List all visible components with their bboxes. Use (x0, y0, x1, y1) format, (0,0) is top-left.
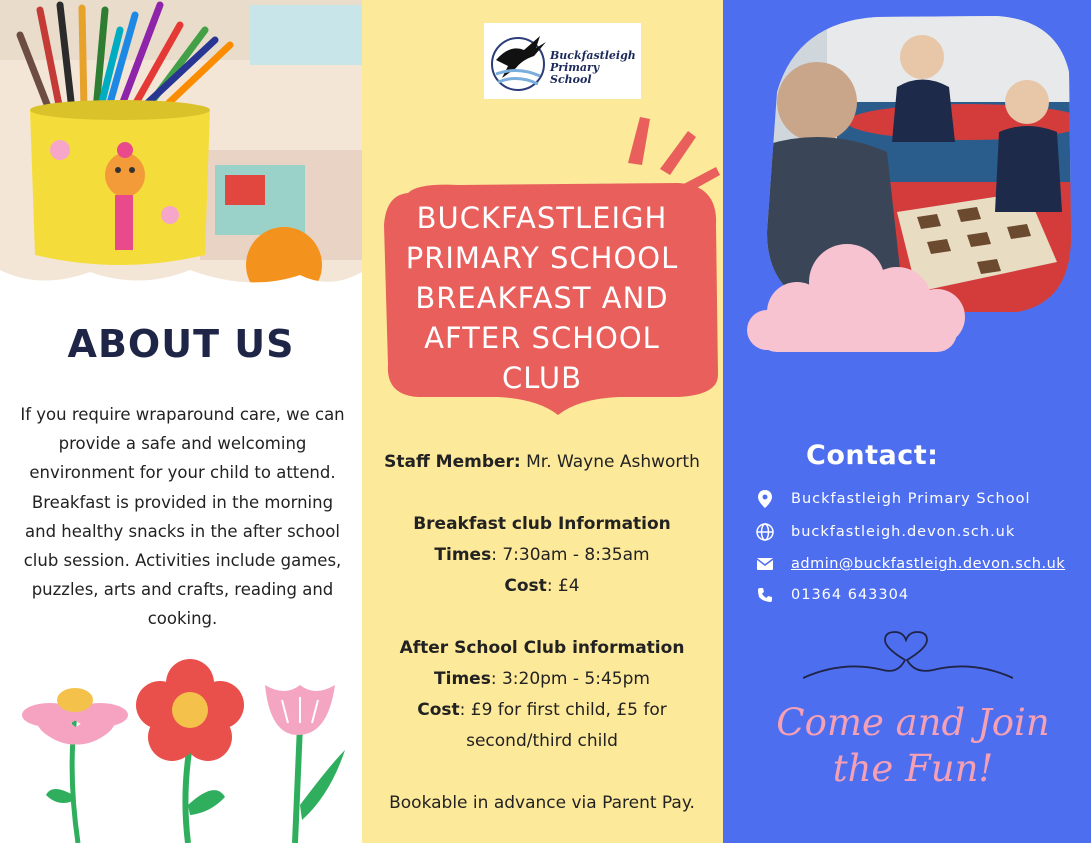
after-school-cost-label: Cost (417, 700, 460, 720)
logo-wordmark (550, 50, 641, 86)
contact-address (755, 489, 1031, 509)
title-line-3: BREAKFAST AND (415, 281, 669, 315)
title-line-1: BUCKFASTLEIGH (416, 201, 668, 235)
mail-icon (755, 554, 775, 574)
breakfast-times-value: : 7:30am - 8:35am (491, 545, 650, 565)
staff-value: Mr. Wayne Ashworth (520, 452, 700, 472)
page-title (392, 198, 692, 398)
contact-panel (723, 0, 1091, 843)
booking-note: Bookable in advance via Parent Pay. (389, 793, 695, 813)
after-school-heading (372, 633, 712, 664)
staff-label: Staff Member: (384, 452, 521, 472)
about-title: ABOUT US (67, 322, 295, 366)
call-to-action (763, 700, 1063, 792)
contact-website[interactable] (755, 522, 1015, 542)
after-school-heading-text: After School Club information (399, 638, 685, 658)
after-school-cost-continued: second/third child (466, 731, 618, 751)
map-pin-icon (755, 489, 775, 509)
after-school-times-label: Times (434, 669, 491, 689)
after-school-cost-value: : £9 for first child, £5 for (459, 700, 667, 720)
club-details (372, 447, 712, 819)
logo-line-1: Buckfastleigh (550, 49, 636, 62)
breakfast-cost-value: : £4 (546, 576, 580, 596)
logo-line-2: Primary School (550, 61, 600, 86)
cta-line-1: Come and Join (776, 701, 1050, 744)
after-school-times (372, 664, 712, 695)
phone-icon (755, 585, 775, 605)
website-link[interactable]: buckfastleigh.devon.sch.uk (791, 524, 1016, 540)
staff-member (372, 447, 712, 478)
contact-title: Contact: (806, 440, 939, 471)
breakfast-times-label: Times (434, 545, 492, 565)
contact-email[interactable] (755, 554, 1065, 574)
breakfast-cost-label: Cost (504, 576, 547, 596)
address-text: Buckfastleigh Primary School (791, 491, 1031, 507)
cta-line-2: the Fun! (832, 747, 994, 790)
leaping-deer-icon (488, 26, 548, 96)
heart-icon (803, 630, 1013, 690)
breakfast-times (372, 540, 712, 571)
breakfast-heading (372, 509, 712, 540)
pencil-pot-photo (0, 0, 362, 300)
after-school-times-value: : 3:20pm - 5:45pm (490, 669, 650, 689)
contact-phone[interactable] (755, 585, 909, 605)
about-description: If you require wraparound care, we can provide a safe and welcoming environment for your child to attend. Breakfast is provided in the morning and healthy snacks in the after school club session. Activities include games, puzzles, arts and crafts, reading and cooking. (20, 405, 345, 629)
flowers-illustration (0, 655, 362, 843)
after-school-cost (372, 695, 712, 726)
title-line-2: PRIMARY SCHOOL (405, 241, 679, 275)
phone-number[interactable]: 01364 643304 (791, 587, 910, 603)
title-line-4: AFTER SCHOOL (424, 321, 660, 355)
chess-club-photo (737, 12, 1077, 372)
email-link[interactable]: admin@buckfastleigh.devon.sch.uk (791, 556, 1066, 572)
breakfast-heading-text: Breakfast club Information (413, 514, 671, 534)
club-info-panel (362, 0, 723, 843)
title-line-5: CLUB (501, 361, 583, 395)
breakfast-cost (372, 571, 712, 602)
school-logo (484, 23, 641, 99)
about-panel (0, 0, 362, 843)
globe-icon (755, 522, 775, 542)
